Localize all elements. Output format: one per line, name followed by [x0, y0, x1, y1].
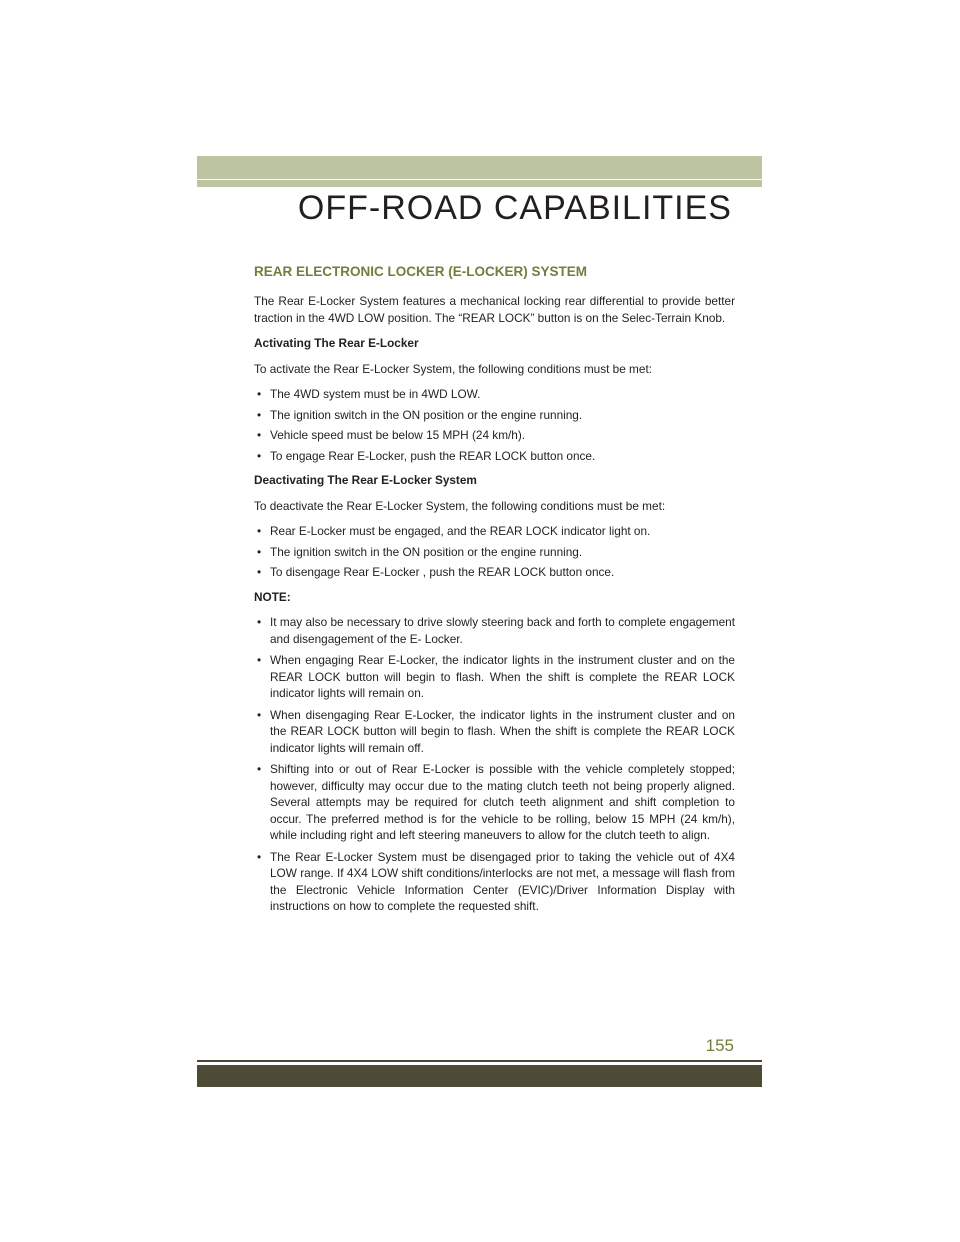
list-item: • The 4WD system must be in 4WD LOW. [254, 386, 735, 403]
deactivating-lead: To deactivate the Rear E-Locker System, the following conditions must be met: [254, 498, 666, 513]
header-bar-stripe [197, 180, 762, 187]
list-item: • Rear E-Locker must be engaged, and the REAR LOCK indicator light on. [254, 523, 735, 540]
list-item: • The ignition switch in the ON position or the engine running. [254, 544, 735, 561]
footer-bar [197, 1065, 762, 1087]
list-item: • It may also be necessary to drive slowly steering back and forth to complete engagement and disengagement of the E- Locker. [254, 614, 735, 647]
section-title: REAR ELECTRONIC LOCKER (E-LOCKER) SYSTEM [254, 264, 588, 279]
list-item: • When engaging Rear E-Locker, the indicator lights in the instrument cluster and on the REAR LOCK button will begin to flash. When the shift is complete the REAR LOCK indicator lights will remain on. [254, 652, 735, 702]
list-item: • When disengaging Rear E-Locker, the indicator lights in the instrument cluster and on the REAR LOCK button will begin to flash. When the shift is complete the REAR LOCK indicator lights will remain off. [254, 707, 735, 757]
page-number: 155 [705, 1036, 734, 1055]
list-item: • To engage Rear E-Locker, push the REAR LOCK button once. [254, 448, 735, 465]
page-content [254, 264, 735, 920]
list-item: • The ignition switch in the ON position or the engine running. [254, 407, 735, 424]
deactivating-list [254, 523, 735, 581]
activating-heading: Activating The Rear E-Locker [254, 336, 419, 350]
list-item: • Vehicle speed must be below 15 MPH (24 km/h). [254, 427, 735, 444]
note-heading: NOTE: [254, 589, 291, 604]
chapter-title: OFF-ROAD CAPABILITIES [297, 189, 732, 227]
activating-list [254, 386, 735, 464]
list-item: • To disengage Rear E-Locker , push the REAR LOCK button once. [254, 564, 735, 581]
header-bar [197, 156, 762, 179]
footer-rule [197, 1060, 762, 1062]
deactivating-heading: Deactivating The Rear E-Locker System [254, 473, 477, 487]
intro-paragraph: The Rear E-Locker System features a mechanical locking rear differential to provide better traction in the 4WD LOW position. The “REAR LOCK” button is on the Selec-Terrain Knob. [254, 294, 735, 325]
list-item: • Shifting into or out of Rear E-Locker is possible with the vehicle completely stopped; however, difficulty may occur due to the mating clutch teeth not being properly aligned. Several attempts may be required for clutch teeth alignment and shift completion to occur. The preferred method is for the vehicle to be rolling, below 15 MPH (24 km/h), while including right and left steering maneuvers to allow for the clutch teeth to align. [254, 761, 735, 844]
activating-lead: To activate the Rear E-Locker System, the following conditions must be met: [254, 361, 653, 376]
list-item: • The Rear E-Locker System must be disengaged prior to taking the vehicle out of 4X4 LOW range. If 4X4 LOW shift conditions/interlocks are not met, a message will flash from the Electronic Vehicle Information Center (EVIC)/Driver Information Display with instructions on how to complete the requested shift. [254, 849, 735, 915]
note-list [254, 614, 735, 915]
